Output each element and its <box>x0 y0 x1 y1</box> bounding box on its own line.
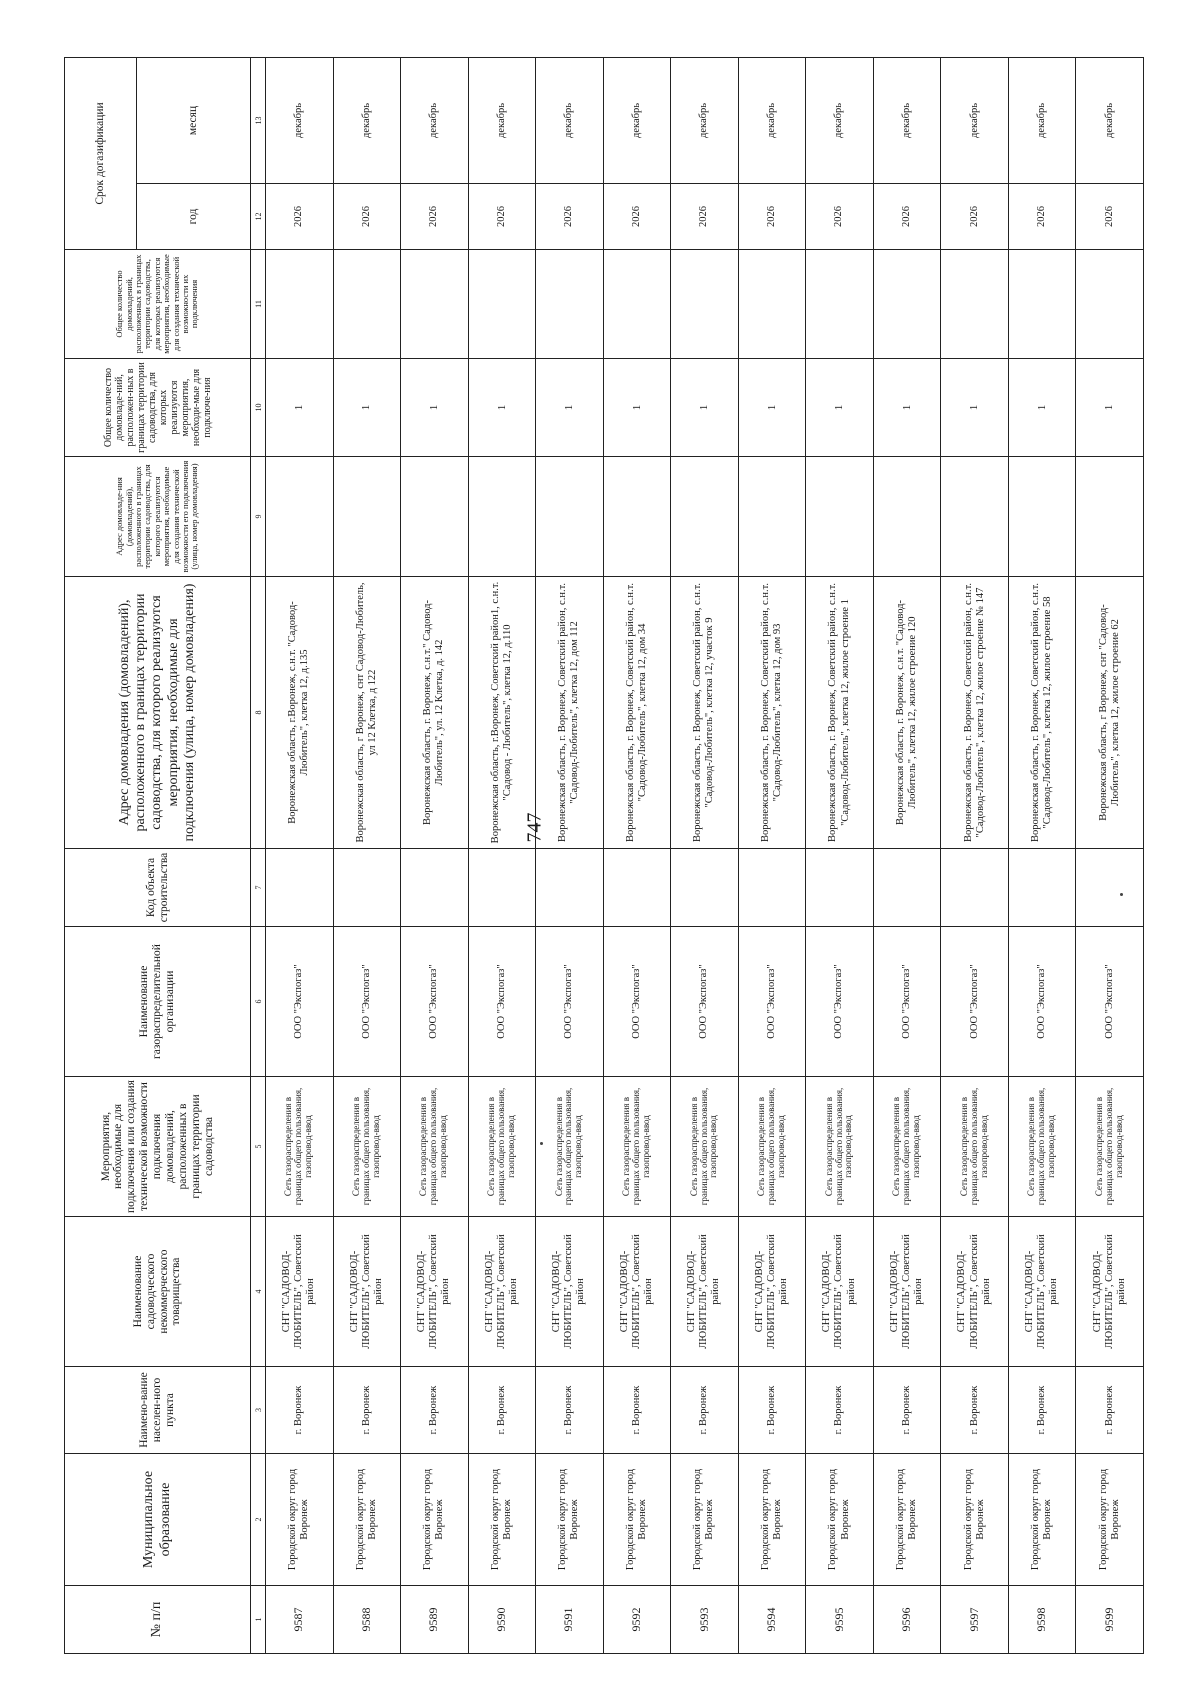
locality-cell: г. Воронеж <box>603 1367 671 1454</box>
table-row <box>333 58 401 1654</box>
address-tech-cell <box>671 457 739 577</box>
municipality-cell: Городской округ город Воронеж <box>1076 1454 1144 1586</box>
measures-cell: Сеть газораспределения в границах общего пользования, газопровод-ввод <box>333 1077 401 1217</box>
address-cell: Воронежская область, г. Воронеж, с.н.т. "Садовод-Любитель", клетка 12, жилое строение 120 <box>873 577 941 849</box>
table-row <box>1076 58 1144 1654</box>
municipality-cell: Городской округ город Воронеж <box>401 1454 469 1586</box>
object-code-cell <box>603 849 671 927</box>
count-connect-cell: 1 <box>266 359 334 457</box>
month-cell: декабрь <box>266 58 334 184</box>
locality-cell: г. Воронеж <box>1076 1367 1144 1454</box>
locality-cell: г. Воронеж <box>536 1367 604 1454</box>
snt-cell: СНТ "САДОВОД-ЛЮБИТЕЛЬ", Советский район <box>806 1217 874 1367</box>
address-tech-cell <box>401 457 469 577</box>
year-cell: 2026 <box>738 184 806 250</box>
row-number: 9595 <box>806 1586 874 1654</box>
column-number-row <box>251 58 266 1654</box>
address-cell: Воронежская область, г. Воронеж, с.н.т." Садовод-Любитель", ул. 12 Клетка, д. 142 <box>401 577 469 849</box>
address-cell: Воронежская область, г. Воронеж, Советский район, с.н.т. "Садовод-Любитель", клетка 12, дом 34 <box>603 577 671 849</box>
table-row <box>671 58 739 1654</box>
municipality-cell: Городской округ город Воронеж <box>738 1454 806 1586</box>
measures-cell: Сеть газораспределения в границах общего пользования, газопровод-ввод <box>401 1077 469 1217</box>
gas-org-cell: ООО "Экспогаз" <box>536 927 604 1077</box>
municipality-cell: Городской округ город Воронеж <box>873 1454 941 1586</box>
gas-org-cell: ООО "Экспогаз" <box>1008 927 1076 1077</box>
count-connect-cell: 1 <box>1076 359 1144 457</box>
header-measures: Мероприятия, необходимые для подключения или создания технической возможности подключения домовладений, расположенных в границах территории садоводства <box>65 1077 251 1217</box>
object-code-cell <box>806 849 874 927</box>
year-cell: 2026 <box>536 184 604 250</box>
object-code-cell <box>333 849 401 927</box>
municipality-cell: Городской округ город Воронеж <box>468 1454 536 1586</box>
measures-cell: Сеть газораспределения в границах общего пользования, газопровод-ввод <box>738 1077 806 1217</box>
year-cell: 2026 <box>603 184 671 250</box>
row-number: 9591 <box>536 1586 604 1654</box>
address-tech-cell <box>333 457 401 577</box>
address-cell: Воронежская область, г. Воронеж, Советский район, с.н.т. "Садовод-Любитель", клетка 12, дом 112 <box>536 577 604 849</box>
year-cell: 2026 <box>333 184 401 250</box>
municipality-cell: Городской округ город Воронеж <box>333 1454 401 1586</box>
count-tech-cell <box>1076 250 1144 359</box>
address-cell: Воронежская область, г. Воронеж, Советский район, с.н.т. "Садовод-Любитель", клетка 12, дом 93 <box>738 577 806 849</box>
municipality-cell: Городской округ город Воронеж <box>941 1454 1009 1586</box>
address-cell: Воронежская область, г. Воронеж, Советский район, с.н.т. "Садовод-Любитель", клетка 12, жилое строение 1 <box>806 577 874 849</box>
table-row <box>1008 58 1076 1654</box>
col-number: 10 <box>251 359 266 457</box>
header-count-connect: Общее количество домовладе-ний, расположен-ных в границах территории садоводства, для которых реализуются мероприятия, необходи-мые для подключе-ния <box>65 359 251 457</box>
count-tech-cell <box>468 250 536 359</box>
row-number: 9599 <box>1076 1586 1144 1654</box>
address-cell: Воронежская область, г Воронеж, снт Садовод-Любитель, ул 12 Клетка, д 122 <box>333 577 401 849</box>
table-row <box>941 58 1009 1654</box>
address-cell: Воронежская область, г. Воронеж, Советский район, с.н.т. "Садовод-Любитель", клетка 12, жилое строение 58 <box>1008 577 1076 849</box>
count-tech-cell <box>333 250 401 359</box>
locality-cell: г. Воронеж <box>333 1367 401 1454</box>
gasification-table <box>64 57 1144 1654</box>
locality-cell: г. Воронеж <box>671 1367 739 1454</box>
col-number: 1 <box>251 1586 266 1654</box>
locality-cell: г. Воронеж <box>401 1367 469 1454</box>
count-tech-cell <box>1008 250 1076 359</box>
year-cell: 2026 <box>806 184 874 250</box>
row-number: 9592 <box>603 1586 671 1654</box>
count-tech-cell <box>266 250 334 359</box>
col-number: 13 <box>251 58 266 184</box>
col-number: 9 <box>251 457 266 577</box>
table-row <box>266 58 334 1654</box>
gas-org-cell: ООО "Экспогаз" <box>1076 927 1144 1077</box>
count-connect-cell: 1 <box>536 359 604 457</box>
gas-org-cell: ООО "Экспогаз" <box>603 927 671 1077</box>
address-tech-cell <box>941 457 1009 577</box>
object-code-cell <box>468 849 536 927</box>
object-code-cell <box>873 849 941 927</box>
count-connect-cell: 1 <box>806 359 874 457</box>
locality-cell: г. Воронеж <box>468 1367 536 1454</box>
object-code-cell <box>941 849 1009 927</box>
object-code-cell <box>1008 849 1076 927</box>
col-number: 7 <box>251 849 266 927</box>
municipality-cell: Городской округ город Воронеж <box>806 1454 874 1586</box>
table-row <box>603 58 671 1654</box>
snt-cell: СНТ "САДОВОД-ЛЮБИТЕЛЬ", Советский район <box>401 1217 469 1367</box>
snt-cell: СНТ "САДОВОД-ЛЮБИТЕЛЬ", Советский район <box>1076 1217 1144 1367</box>
month-cell: декабрь <box>468 58 536 184</box>
count-tech-cell <box>738 250 806 359</box>
snt-cell: СНТ "САДОВОД-ЛЮБИТЕЛЬ", Советский район <box>603 1217 671 1367</box>
month-cell: декабрь <box>536 58 604 184</box>
object-code-cell <box>401 849 469 927</box>
object-code-cell <box>1076 849 1144 927</box>
municipality-cell: Городской округ город Воронеж <box>1008 1454 1076 1586</box>
table-row <box>401 58 469 1654</box>
table-row <box>873 58 941 1654</box>
header-address: Адрес домовладения (домовладений), расположенного в границах территории садоводства, для которого реализуются мероприятия, необходимые для подключения (улица, номер домовладения) <box>65 577 251 849</box>
count-tech-cell <box>941 250 1009 359</box>
year-cell: 2026 <box>1008 184 1076 250</box>
header-address-tech: Адрес домовладе-ния (домовладений), расположенного в границах территории садоводства, для которого реализуются мероприятия, необходимые для создания технической возможности его подключения (улица, номер домовладения) <box>65 457 251 577</box>
object-code-cell <box>536 849 604 927</box>
header-number: № п/п <box>65 1586 251 1654</box>
month-cell: декабрь <box>401 58 469 184</box>
locality-cell: г. Воронеж <box>738 1367 806 1454</box>
gas-org-cell: ООО "Экспогаз" <box>333 927 401 1077</box>
month-cell: декабрь <box>738 58 806 184</box>
measures-cell: Сеть газораспределения в границах общего пользования, газопровод-ввод <box>468 1077 536 1217</box>
count-tech-cell <box>401 250 469 359</box>
snt-cell: СНТ "САДОВОД-ЛЮБИТЕЛЬ", Советский район <box>333 1217 401 1367</box>
col-number: 3 <box>251 1367 266 1454</box>
object-code-cell <box>671 849 739 927</box>
gas-org-cell: ООО "Экспогаз" <box>671 927 739 1077</box>
locality-cell: г. Воронеж <box>941 1367 1009 1454</box>
object-code-cell <box>738 849 806 927</box>
col-number: 8 <box>251 577 266 849</box>
table-row <box>738 58 806 1654</box>
count-tech-cell <box>806 250 874 359</box>
measures-cell: Сеть газораспределения в границах общего пользования, газопровод-ввод <box>873 1077 941 1217</box>
month-cell: декабрь <box>1008 58 1076 184</box>
municipality-cell: Городской округ город Воронеж <box>536 1454 604 1586</box>
count-connect-cell: 1 <box>873 359 941 457</box>
gas-org-cell: ООО "Экспогаз" <box>806 927 874 1077</box>
col-number: 11 <box>251 250 266 359</box>
address-cell: Воронежская область, г. Воронеж, Советский район, с.н.т. "Садовод-Любитель", клетка 12, жилое строение № 147 <box>941 577 1009 849</box>
address-cell: Воронежская область, г.Воронеж, Советский район1, с.н.т. "Садовод - Любитель", клетка 12, д.110 <box>468 577 536 849</box>
address-cell: Воронежская область, г. Воронеж, Советский район, с.н.т. "Садовод-Любитель", клетка 12, участок 9 <box>671 577 739 849</box>
snt-cell: СНТ "САДОВОД-ЛЮБИТЕЛЬ", Советский район <box>671 1217 739 1367</box>
col-number: 2 <box>251 1454 266 1586</box>
count-tech-cell <box>603 250 671 359</box>
measures-cell: Сеть газораспределения в границах общего пользования, газопровод-ввод <box>536 1077 604 1217</box>
count-tech-cell <box>671 250 739 359</box>
row-number: 9594 <box>738 1586 806 1654</box>
table-row <box>536 58 604 1654</box>
table-row <box>468 58 536 1654</box>
count-connect-cell: 1 <box>1008 359 1076 457</box>
snt-cell: СНТ "САДОВОД-ЛЮБИТЕЛЬ", Советский район <box>266 1217 334 1367</box>
gas-org-cell: ООО "Экспогаз" <box>266 927 334 1077</box>
municipality-cell: Городской округ город Воронеж <box>266 1454 334 1586</box>
month-cell: декабрь <box>333 58 401 184</box>
row-number: 9593 <box>671 1586 739 1654</box>
count-tech-cell <box>873 250 941 359</box>
count-connect-cell: 1 <box>468 359 536 457</box>
row-number: 9598 <box>1008 1586 1076 1654</box>
measures-cell: Сеть газораспределения в границах общего пользования, газопровод-ввод <box>941 1077 1009 1217</box>
gas-org-cell: ООО "Экспогаз" <box>401 927 469 1077</box>
rotated-table-container <box>64 58 1144 1654</box>
address-cell: Воронежская область, г Воронеж, снт "Садовод-Любитель", клетка 12, жилое строение 62 <box>1076 577 1144 849</box>
snt-cell: СНТ "САДОВОД-ЛЮБИТЕЛЬ", Советский район <box>941 1217 1009 1367</box>
row-number: 9590 <box>468 1586 536 1654</box>
header-year: год <box>137 184 251 250</box>
year-cell: 2026 <box>671 184 739 250</box>
year-cell: 2026 <box>1076 184 1144 250</box>
row-number: 9587 <box>266 1586 334 1654</box>
month-cell: декабрь <box>873 58 941 184</box>
measures-cell: Сеть газораспределения в границах общего пользования, газопровод-ввод <box>1008 1077 1076 1217</box>
measures-cell: Сеть газораспределения в границах общего пользования, газопровод-ввод <box>671 1077 739 1217</box>
table-row <box>806 58 874 1654</box>
col-number: 5 <box>251 1077 266 1217</box>
address-tech-cell <box>603 457 671 577</box>
locality-cell: г. Воронеж <box>1008 1367 1076 1454</box>
col-number: 12 <box>251 184 266 250</box>
year-cell: 2026 <box>873 184 941 250</box>
address-tech-cell <box>738 457 806 577</box>
locality-cell: г. Воронеж <box>806 1367 874 1454</box>
month-cell: декабрь <box>1076 58 1144 184</box>
year-cell: 2026 <box>468 184 536 250</box>
row-number: 9597 <box>941 1586 1009 1654</box>
snt-cell: СНТ "САДОВОД-ЛЮБИТЕЛЬ", Советский район <box>1008 1217 1076 1367</box>
address-tech-cell <box>1008 457 1076 577</box>
header-count-tech: Общее количество домовладений, расположенных в границах территории садоводства, для которых реализуются мероприятия, необходимые для создания технической возможности их подключения <box>65 250 251 359</box>
month-cell: декабрь <box>671 58 739 184</box>
header-locality: Наимено-вание населен-ного пункта <box>65 1367 251 1454</box>
col-number: 4 <box>251 1217 266 1367</box>
address-tech-cell <box>1076 457 1144 577</box>
row-number: 9589 <box>401 1586 469 1654</box>
header-gas-org: Наименование газораспределительной организации <box>65 927 251 1077</box>
count-connect-cell: 1 <box>333 359 401 457</box>
measures-cell: Сеть газораспределения в границах общего пользования, газопровод-ввод <box>603 1077 671 1217</box>
count-tech-cell <box>536 250 604 359</box>
month-cell: декабрь <box>806 58 874 184</box>
measures-cell: Сеть газораспределения в границах общего пользования, газопровод-ввод <box>266 1077 334 1217</box>
gas-org-cell: ООО "Экспогаз" <box>941 927 1009 1077</box>
table-body <box>266 58 1144 1654</box>
year-cell: 2026 <box>266 184 334 250</box>
gas-org-cell: ООО "Экспогаз" <box>738 927 806 1077</box>
count-connect-cell: 1 <box>401 359 469 457</box>
address-tech-cell <box>468 457 536 577</box>
measures-cell: Сеть газораспределения в границах общего пользования, газопровод-ввод <box>1076 1077 1144 1217</box>
col-number: 6 <box>251 927 266 1077</box>
gas-org-cell: ООО "Экспогаз" <box>873 927 941 1077</box>
row-number: 9596 <box>873 1586 941 1654</box>
address-tech-cell <box>536 457 604 577</box>
year-cell: 2026 <box>401 184 469 250</box>
address-cell: Воронежская область, г.Воронеж, с.н.т. "Садовод-Любитель", клетка 12, д.135 <box>266 577 334 849</box>
address-tech-cell <box>873 457 941 577</box>
count-connect-cell: 1 <box>941 359 1009 457</box>
address-tech-cell <box>266 457 334 577</box>
municipality-cell: Городской округ город Воронеж <box>603 1454 671 1586</box>
snt-cell: СНТ "САДОВОД-ЛЮБИТЕЛЬ", Советский район <box>738 1217 806 1367</box>
snt-cell: СНТ "САДОВОД-ЛЮБИТЕЛЬ", Советский район <box>468 1217 536 1367</box>
page-number: 747 <box>523 812 546 843</box>
header-month: месяц <box>137 58 251 184</box>
header-object-code: Код объекта строительства <box>65 849 251 927</box>
gas-org-cell: ООО "Экспогаз" <box>468 927 536 1077</box>
header-snt-name: Наименование садоводческого некоммерческого товарищества <box>65 1217 251 1367</box>
count-connect-cell: 1 <box>603 359 671 457</box>
address-tech-cell <box>806 457 874 577</box>
month-cell: декабрь <box>603 58 671 184</box>
locality-cell: г. Воронеж <box>266 1367 334 1454</box>
header-municipality: Муниципальное образование <box>65 1454 251 1586</box>
locality-cell: г. Воронеж <box>873 1367 941 1454</box>
measures-cell: Сеть газораспределения в границах общего пользования, газопровод-ввод <box>806 1077 874 1217</box>
count-connect-cell: 1 <box>738 359 806 457</box>
municipality-cell: Городской округ город Воронеж <box>671 1454 739 1586</box>
month-cell: декабрь <box>941 58 1009 184</box>
header-deadline: Срок догазификации <box>65 58 137 250</box>
snt-cell: СНТ "САДОВОД-ЛЮБИТЕЛЬ", Советский район <box>536 1217 604 1367</box>
snt-cell: СНТ "САДОВОД-ЛЮБИТЕЛЬ", Советский район <box>873 1217 941 1367</box>
object-code-cell <box>266 849 334 927</box>
year-cell: 2026 <box>941 184 1009 250</box>
count-connect-cell: 1 <box>671 359 739 457</box>
row-number: 9588 <box>333 1586 401 1654</box>
